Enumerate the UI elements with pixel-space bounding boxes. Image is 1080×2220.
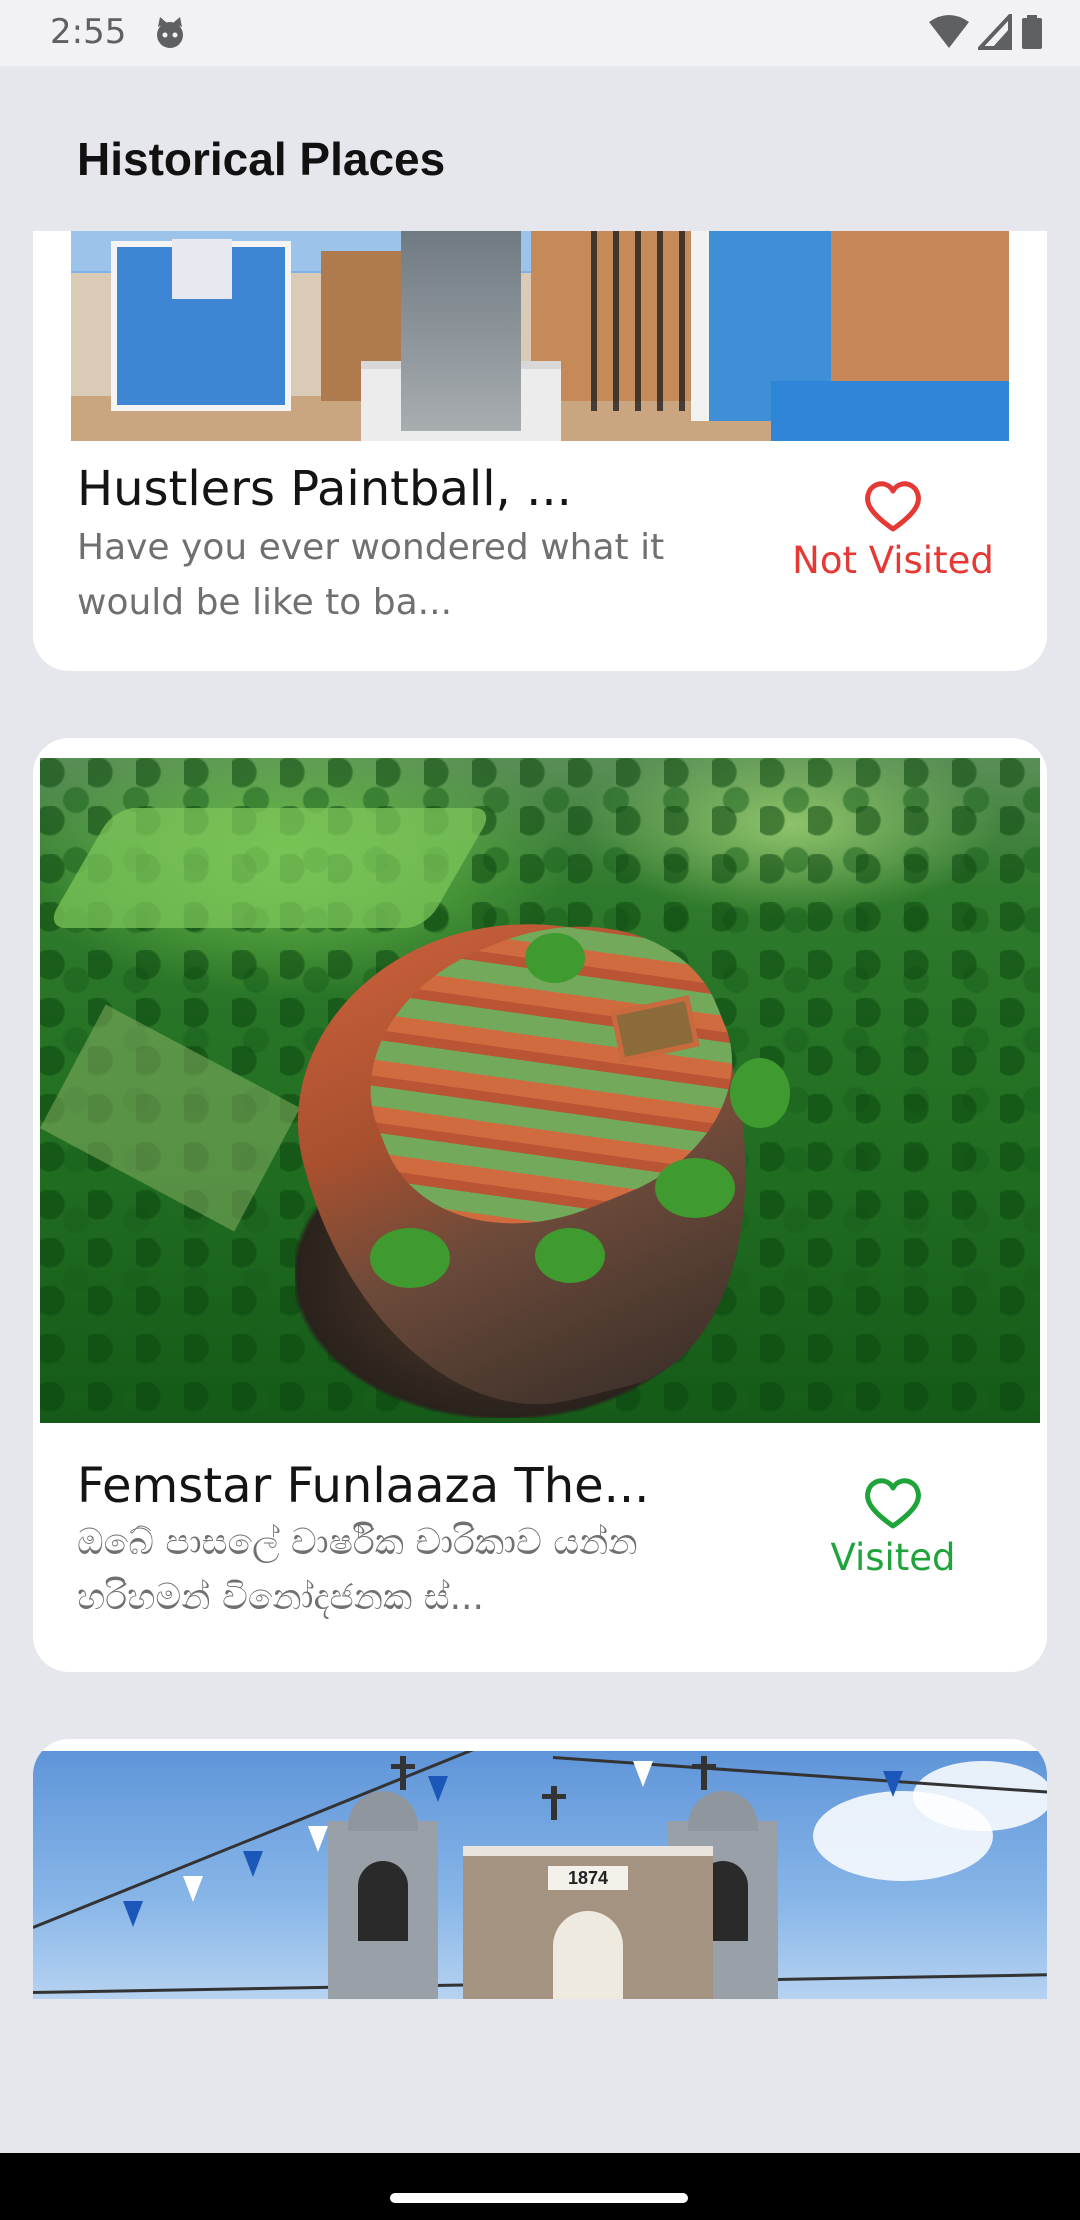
system-nav-bar xyxy=(0,2153,1080,2220)
heart-outline-icon[interactable] xyxy=(864,1478,922,1530)
place-card[interactable] xyxy=(33,738,1047,1672)
place-image xyxy=(33,1751,1047,1999)
wifi-icon xyxy=(928,14,970,50)
page-title: Historical Places xyxy=(77,133,446,185)
cellular-signal-icon xyxy=(978,14,1012,50)
cat-face-icon xyxy=(152,15,188,51)
visit-toggle[interactable] xyxy=(783,1478,1003,1579)
place-card[interactable] xyxy=(33,231,1047,671)
battery-icon xyxy=(1020,14,1044,50)
places-list[interactable] xyxy=(0,231,1080,1999)
place-description: Have you ever wondered what it would be like to ba... xyxy=(77,527,665,623)
church-facade xyxy=(463,1846,713,1999)
place-title: Femstar Funlaaza The... xyxy=(77,1458,650,1514)
visit-toggle[interactable] xyxy=(783,481,1003,582)
place-image xyxy=(71,231,1009,441)
status-icons xyxy=(928,14,1044,50)
status-bar xyxy=(0,0,1080,66)
place-description: ඔබේ පාසලේ වාර්ෂික චාරිකාව යන්න හරිහමන් විනෝදජනක ස්... xyxy=(77,1522,638,1618)
heart-outline-icon[interactable] xyxy=(864,481,922,533)
place-card[interactable] xyxy=(33,1739,1047,1999)
place-image xyxy=(40,758,1040,1423)
visit-status-label: Not Visited xyxy=(792,539,994,582)
place-title: Hustlers Paintball, ... xyxy=(77,461,572,517)
status-time: 2:55 xyxy=(50,12,127,52)
visit-status-label: Visited xyxy=(830,1536,956,1579)
home-gesture-handle[interactable] xyxy=(390,2193,688,2203)
facade-year: 1874 xyxy=(548,1866,628,1890)
